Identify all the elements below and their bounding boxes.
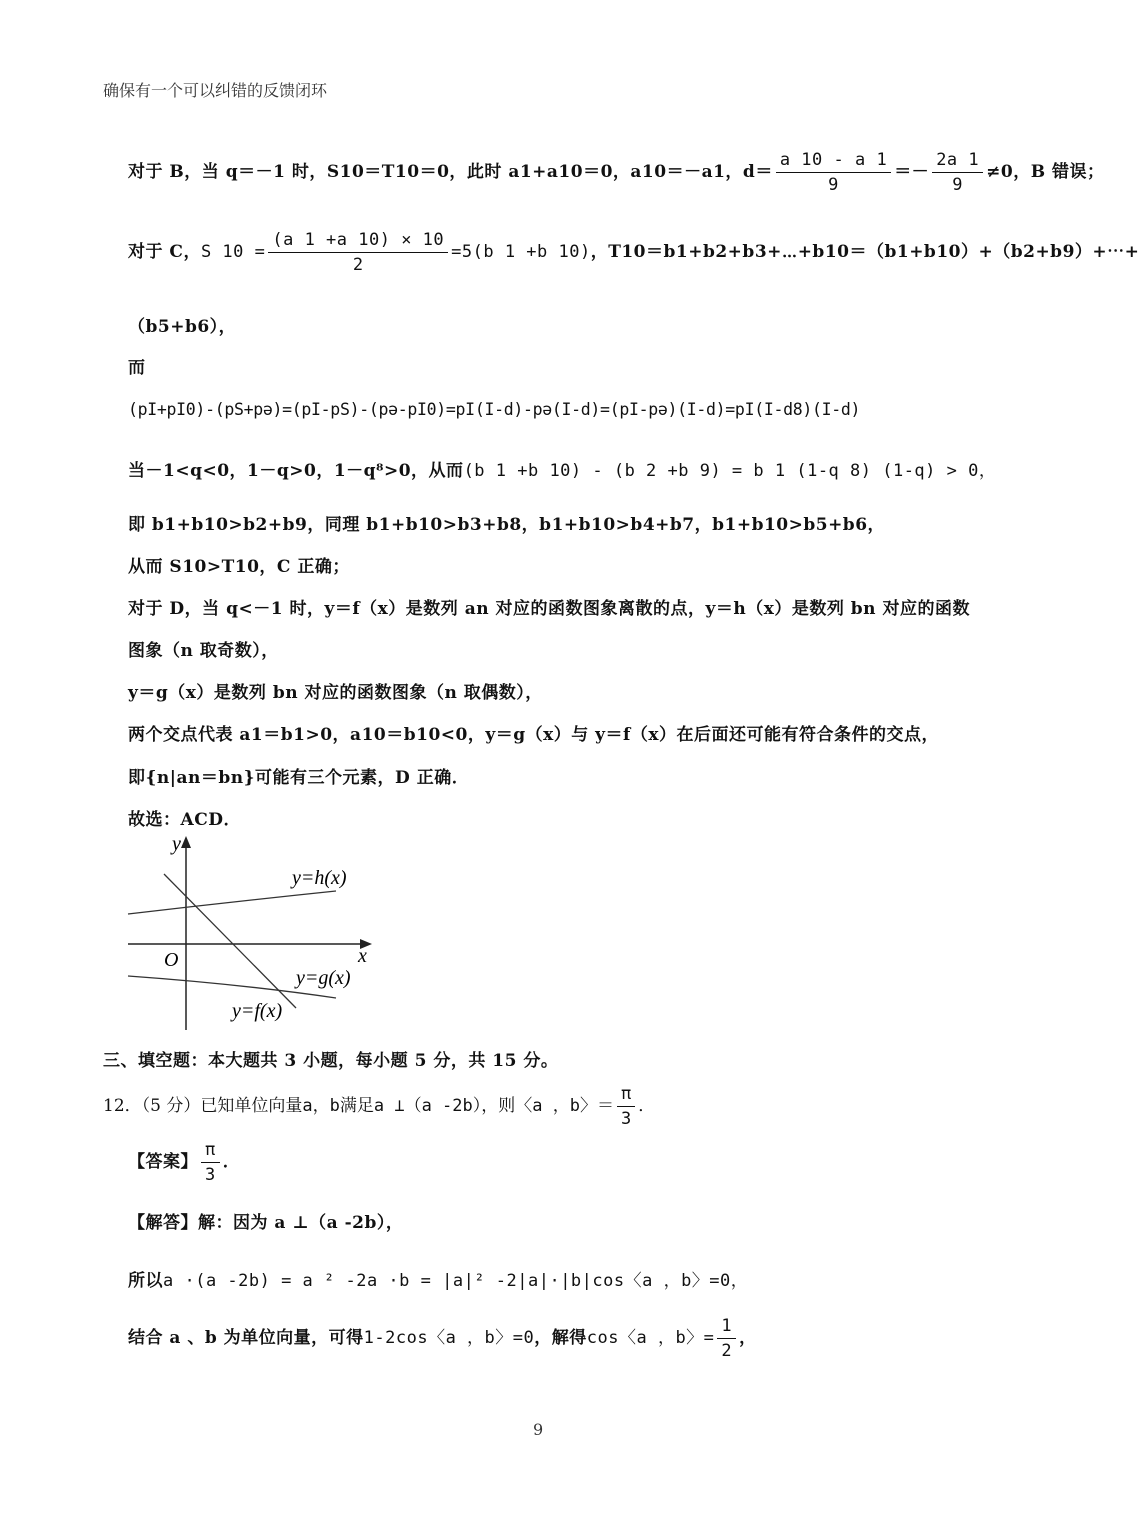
solution-fraction-numerator: 1 <box>717 1316 736 1339</box>
fraction-s10-numerator: (a 1 +a 10) × 10 <box>268 230 448 253</box>
line-c <box>128 230 1139 275</box>
line-b-prefix: 对于 B，当 q＝－1 时，S10＝T10＝0，此时 a1+a10＝0，a10＝－a1，d＝ <box>128 162 773 182</box>
page-number: 9 <box>533 1420 544 1439</box>
answer-dot: ． <box>222 1152 241 1172</box>
q12-vector-b: b <box>329 1096 340 1116</box>
line-c-prefix: 对于 C， <box>128 242 201 262</box>
line-c-suffix: ，T10＝b1+b2+b3+⋯+b10＝（b1+b10）+（b2+b9）+⋯+ <box>590 242 1139 262</box>
line-c-eq: =5(b 1 +b 10) <box>451 242 591 262</box>
fraction-s10 <box>268 230 448 275</box>
answer-numerator: π <box>201 1140 220 1163</box>
origin-label: O <box>164 949 179 971</box>
line-c-s10: S 10 = <box>200 242 266 262</box>
fraction-d-numerator: a 10 - a 1 <box>776 150 891 173</box>
fraction-d <box>776 150 891 195</box>
q12-perp: a ⊥（a -2b），则 <box>373 1096 516 1116</box>
curve-h <box>128 891 336 914</box>
line-b-suffix: ≠0，B 错误； <box>986 162 1105 182</box>
solution-line-3-end: ， <box>739 1328 757 1348</box>
solution-line-3-prefix: 结合 a 、b 为单位向量，可得 <box>128 1328 364 1348</box>
q12-answer-numerator: π <box>617 1084 635 1107</box>
q12-angle: 〈a ，b〉＝ <box>515 1096 614 1116</box>
line-congr: 从而 S10>T10，C 正确； <box>128 557 350 577</box>
line-ji: 即 b1+b10>b2+b9，同理 b1+b10>b3+b8，b1+b10>b4+b7，b1+b10>b5+b6， <box>128 515 886 535</box>
fraction-d-denominator: 9 <box>828 175 839 195</box>
solution-line-1 <box>128 1208 403 1233</box>
page-header: 确保有一个可以纠错的反馈闭环 <box>103 81 328 100</box>
solution-text-1: 解：因为 a ⊥（a -2b）， <box>198 1213 404 1233</box>
function-graph <box>120 830 390 1035</box>
formula-line: (pI+pI0)-(pS+pə)=(pI-pS)-(pə-pI0)=pI(I-d)-pə(I-d)=(pI-pə)(I-d)=pI(I-d8)(I-d) <box>128 400 861 419</box>
q12-comma: ， <box>312 1096 330 1116</box>
answer-line <box>128 1140 240 1185</box>
question-12 <box>103 1084 655 1129</box>
solution-line-2 <box>128 1266 748 1291</box>
line-f <box>164 874 296 1008</box>
solution-line-3-mid: 1-2cos〈a ，b〉=0 <box>363 1328 535 1348</box>
line-guxuan: 故选：ACD． <box>128 810 241 830</box>
solution-line-2-formula: a ·(a -2b) = a ² -2a ·b = |a|² -2|a|·|b|cos〈a ，b〉=0， <box>163 1271 749 1291</box>
line-b <box>128 150 1105 195</box>
line-d4: 两个交点代表 a1＝b1>0，a10＝b10<0，y＝g（x）与 y＝f（x）在后面还可能有符合条件的交点， <box>128 725 939 745</box>
f-label: y=f(x) <box>232 1000 283 1022</box>
q12-answer-fraction <box>617 1084 635 1129</box>
y-axis-label: y <box>172 833 181 855</box>
fraction-2a1 <box>932 150 983 195</box>
line-when <box>128 456 996 481</box>
q12-answer-denominator: 3 <box>620 1109 632 1129</box>
line-when-prefix: 当－1<q<0，1－q>0，1－q⁸>0，从而 <box>128 461 464 481</box>
line-b-mid: ＝－ <box>894 162 930 182</box>
solution-line-3 <box>128 1316 757 1361</box>
answer-denominator: 3 <box>205 1165 216 1185</box>
h-label: y=h(x) <box>292 867 347 889</box>
solution-line-2-prefix: 所以 <box>128 1271 163 1291</box>
line-d3: y＝g（x）是数列 bn 对应的函数图象（n 取偶数）， <box>128 683 543 703</box>
line-when-formula: (b 1 +b 10) - (b 2 +b 9) = b 1 (1-q 8) (1-q) > 0， <box>463 461 997 481</box>
y-axis-arrow-icon <box>181 836 191 848</box>
fraction-2a1-denominator: 9 <box>952 175 964 195</box>
q12-condition: 满足 <box>339 1096 374 1116</box>
answer-label: 【答案】 <box>128 1152 198 1172</box>
solution-line-3-cos: cos〈a ，b〉= <box>586 1328 715 1348</box>
q12-end: ． <box>638 1096 656 1116</box>
line-d1: 对于 D，当 q<－1 时，y＝f（x）是数列 an 对应的函数图象离散的点，y＝h（x）是数列 bn 对应的函数 <box>128 599 970 619</box>
line-c-continued: （b5+b6）， <box>128 317 237 337</box>
line-d2: 图象（n 取奇数）， <box>128 641 279 661</box>
q12-prefix: 12．（5 分）已知单位向量 <box>103 1096 303 1116</box>
x-axis-label: x <box>358 945 367 967</box>
answer-fraction <box>201 1140 220 1185</box>
section-three-title: 三、填空题：本大题共 3 小题，每小题 5 分，共 15 分。 <box>103 1051 559 1071</box>
solution-fraction <box>717 1316 736 1361</box>
line-er: 而 <box>128 358 146 378</box>
solution-fraction-denominator: 2 <box>721 1341 733 1361</box>
fraction-s10-denominator: 2 <box>352 255 364 275</box>
solution-label: 【解答】 <box>128 1213 198 1233</box>
solution-line-3-post: ，解得 <box>534 1328 587 1348</box>
fraction-2a1-numerator: 2a 1 <box>932 150 983 173</box>
q12-vector-a: a <box>302 1096 313 1116</box>
line-d5: 即{n|an＝bn}可能有三个元素，D 正确． <box>128 768 470 788</box>
g-label: y=g(x) <box>296 967 351 989</box>
